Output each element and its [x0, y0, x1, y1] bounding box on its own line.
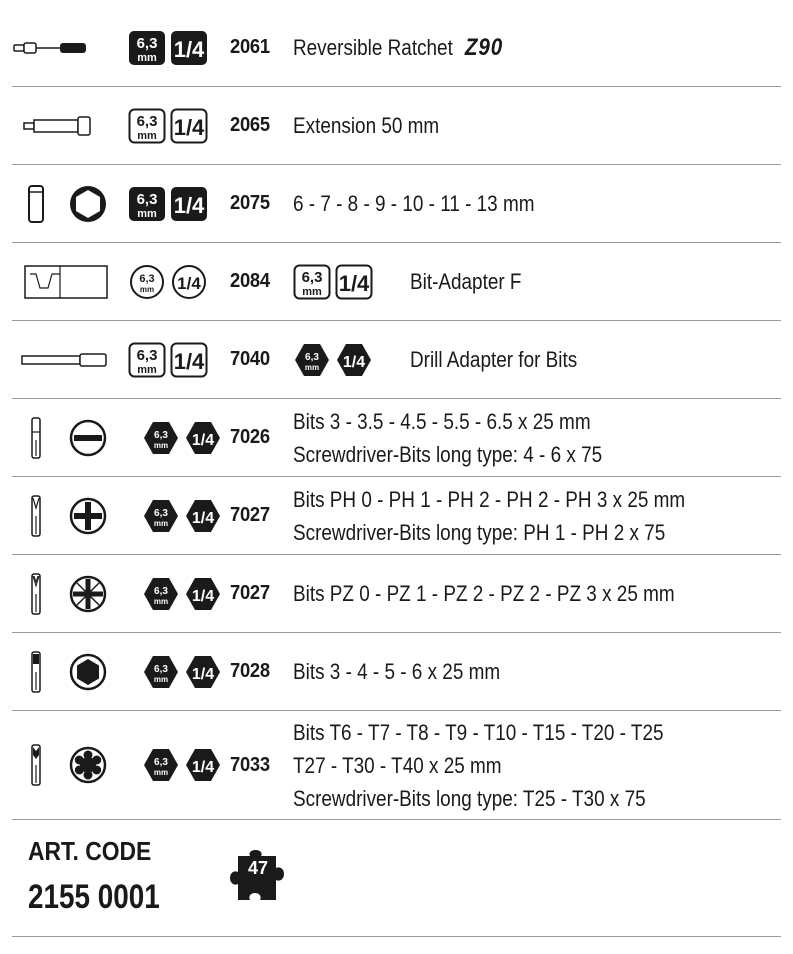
svg-text:1/4: 1/4 [173, 348, 205, 374]
svg-text:1/4: 1/4 [191, 431, 215, 449]
svg-text:mm: mm [137, 129, 157, 142]
article-code: 7026 [230, 426, 270, 448]
article-code: 2061 [230, 36, 270, 58]
quarter-inch-hex-badge-icon [335, 342, 373, 378]
svg-text:mm: mm [153, 518, 169, 528]
quarter-inch-hex-badge-icon [184, 654, 222, 690]
puzzle-piece-icon [230, 850, 286, 904]
svg-text:1/4: 1/4 [191, 759, 215, 776]
badge-group [142, 477, 222, 554]
svg-text:1/4: 1/4 [342, 353, 366, 371]
article-code: 2084 [230, 270, 270, 292]
svg-text:6,3: 6,3 [154, 507, 168, 519]
item-description: Bits 3 - 4 - 5 - 6 x 25 mm [293, 659, 501, 684]
svg-text:1/4: 1/4 [173, 36, 205, 62]
svg-text:6,3: 6,3 [136, 112, 158, 130]
svg-text:6,3: 6,3 [301, 268, 323, 286]
6-3-mm-hex-badge-icon [142, 747, 180, 783]
badge-group [142, 555, 222, 632]
item-description: Bits T6 - T7 - T8 - T9 - T10 - T15 - T20 - T25 T27 - T30 - T40 x 25 mm Screwdriver-Bits long type: T25 - T30 x 75 [293, 719, 664, 811]
extension-icon [12, 87, 92, 164]
table-row [12, 9, 781, 87]
item-description: 6 - 7 - 8 - 9 - 10 - 11 - 13 mm [293, 191, 535, 216]
table-row [12, 555, 781, 633]
art-code-label: ART. CODE [28, 836, 152, 866]
svg-text:1/4: 1/4 [338, 270, 370, 296]
hexagon-icon [68, 165, 108, 242]
badge-group [293, 321, 373, 398]
table-row [12, 399, 781, 477]
6-3-mm-badge-icon [128, 30, 166, 66]
6-3-mm-hex-badge-icon [142, 576, 180, 612]
6-3-mm-hex-badge-icon [142, 498, 180, 534]
6-3-mm-hex-badge-icon [293, 342, 331, 378]
table-row [12, 243, 781, 321]
svg-text:1/4: 1/4 [191, 509, 215, 527]
svg-text:mm: mm [153, 768, 169, 777]
6-3-mm-badge-icon [128, 342, 166, 378]
quarter-inch-hex-badge-icon [184, 747, 222, 783]
svg-text:mm: mm [153, 674, 169, 684]
bit-icon [16, 555, 56, 632]
6-3-mm-badge-icon [128, 108, 166, 144]
torx-icon [68, 711, 108, 819]
article-code: 7033 [230, 753, 270, 776]
6-3-mm-hex-badge-icon [142, 420, 180, 456]
table-row [12, 633, 781, 711]
bit-icon [16, 633, 56, 710]
6-3-mm-badge-icon [293, 264, 331, 300]
ratchet-icon [12, 9, 92, 86]
svg-text:mm: mm [137, 363, 157, 376]
svg-text:6,3: 6,3 [154, 585, 168, 597]
quarter-inch-badge-icon [170, 108, 208, 144]
article-code: 7040 [230, 348, 270, 370]
svg-text:mm: mm [153, 440, 169, 450]
item-description: Bits PZ 0 - PZ 1 - PZ 2 - PZ 2 - PZ 3 x 25 mm [293, 581, 675, 606]
svg-text:mm: mm [302, 285, 322, 298]
svg-text:6,3: 6,3 [136, 190, 158, 208]
quarter-inch-hex-badge-icon [184, 498, 222, 534]
article-code: 7028 [230, 660, 270, 682]
svg-text:1/4: 1/4 [173, 192, 205, 218]
item-description: Bit-Adapter F [410, 268, 522, 294]
svg-text:mm: mm [137, 51, 157, 64]
badge-group [142, 711, 222, 819]
svg-text:6,3: 6,3 [136, 346, 158, 364]
badge-group [128, 9, 208, 86]
svg-text:1/4: 1/4 [191, 587, 215, 605]
svg-text:mm: mm [139, 284, 155, 294]
art-code-number: 2155 0001 [28, 878, 160, 916]
article-code: 2065 [230, 114, 270, 136]
bit-icon [16, 477, 56, 554]
table-row [12, 711, 781, 820]
pozidriv-icon [68, 555, 108, 632]
quarter-inch-badge-icon [335, 264, 373, 300]
quarter-inch-badge-icon [170, 186, 208, 222]
quarter-inch-hex-badge-icon [184, 420, 222, 456]
item-description: Drill Adapter for Bits [410, 346, 578, 372]
table-row [12, 321, 781, 399]
piece-count: 47 [247, 858, 269, 878]
svg-text:mm: mm [153, 596, 169, 606]
6-3-mm-hex-badge-icon [142, 654, 180, 690]
hex-socket-icon [68, 633, 108, 710]
badge-group [293, 243, 373, 320]
socket-icon [16, 165, 56, 242]
svg-text:6,3: 6,3 [154, 429, 168, 441]
svg-text:mm: mm [304, 362, 320, 372]
svg-text:6,3: 6,3 [154, 757, 168, 768]
z90-logo: Z90 [464, 34, 504, 61]
article-code: 7027 [230, 582, 270, 604]
item-description: Reversible Ratchet Z90 [293, 9, 775, 86]
article-code-footer [12, 820, 781, 937]
badge-group [128, 165, 208, 242]
phillips-icon [68, 477, 108, 554]
item-description: Extension 50 mm [293, 113, 440, 138]
quarter-inch-hex-badge-icon [184, 576, 222, 612]
badge-group [142, 399, 222, 476]
svg-text:6,3: 6,3 [136, 34, 158, 52]
quarter-inch-badge-icon [170, 30, 208, 66]
quarter-inch-round-badge-icon [170, 264, 208, 300]
svg-text:6,3: 6,3 [139, 272, 155, 285]
item-description: Bits 3 - 3.5 - 4.5 - 5.5 - 6.5 x 25 mm Screwdriver-Bits long type: 4 - 6 x 75 [293, 408, 603, 467]
svg-text:6,3: 6,3 [154, 663, 168, 675]
quarter-inch-badge-icon [170, 342, 208, 378]
6-3-mm-badge-icon [128, 186, 166, 222]
drill-adapter-icon [20, 321, 110, 398]
table-row [12, 87, 781, 165]
6-3-mm-round-badge-icon [128, 264, 166, 300]
bit-icon [16, 399, 56, 476]
svg-text:1/4: 1/4 [177, 273, 201, 293]
bit-icon [16, 711, 56, 819]
item-description: Bits PH 0 - PH 1 - PH 2 - PH 2 - PH 3 x 25 mm Screwdriver-Bits long type: PH 1 - PH 2 x 75 [293, 486, 686, 545]
table-row [12, 477, 781, 555]
slotted-icon [68, 399, 108, 476]
table-row [12, 165, 781, 243]
badge-group [142, 633, 222, 710]
svg-text:1/4: 1/4 [191, 665, 215, 683]
article-code: 7027 [230, 504, 270, 526]
badge-group [128, 87, 208, 164]
svg-text:mm: mm [137, 207, 157, 220]
svg-text:1/4: 1/4 [173, 114, 205, 140]
svg-text:6,3: 6,3 [305, 351, 319, 363]
article-code: 2075 [230, 192, 270, 214]
badge-group [128, 321, 208, 398]
bit-adapter-icon [24, 243, 108, 320]
badge-group [128, 243, 208, 320]
